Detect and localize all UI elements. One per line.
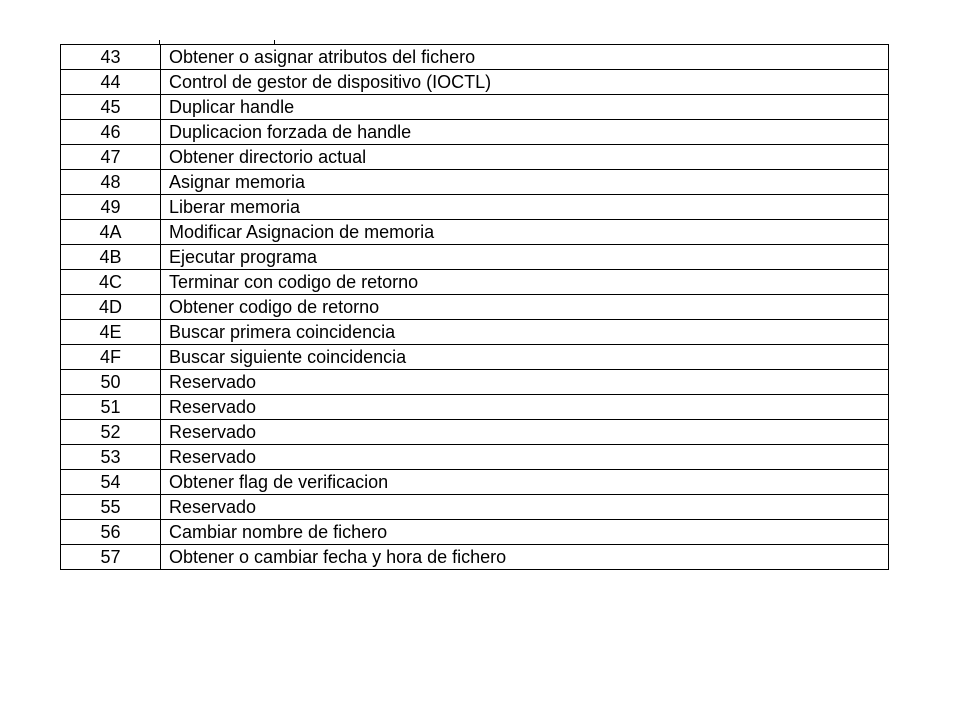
table-row [61,345,889,370]
table-row [61,270,889,295]
table-row [61,495,889,520]
function-code-cell: 56 [61,520,161,545]
function-code-cell: 52 [61,420,161,445]
function-code-cell: 49 [61,195,161,220]
table-row [61,195,889,220]
table-row [61,70,889,95]
table-row [61,370,889,395]
function-code-cell: 44 [61,70,161,95]
table-row [61,395,889,420]
function-description-cell: Obtener o asignar atributos del fichero [161,45,889,70]
table-row [61,445,889,470]
function-description-cell: Duplicacion forzada de handle [161,120,889,145]
function-code-cell: 45 [61,95,161,120]
function-code-cell: 53 [61,445,161,470]
function-code-cell: 50 [61,370,161,395]
function-code-cell: 4A [61,220,161,245]
function-code-cell: 4E [61,320,161,345]
table-row [61,295,889,320]
function-code-cell: 4F [61,345,161,370]
function-code-cell: 4B [61,245,161,270]
function-description-cell: Obtener o cambiar fecha y hora de fichero [161,545,889,570]
table-row [61,120,889,145]
table-row [61,320,889,345]
table-row [61,545,889,570]
function-description-cell: Cambiar nombre de fichero [161,520,889,545]
table-row [61,145,889,170]
function-code-cell: 47 [61,145,161,170]
function-description-cell: Reservado [161,420,889,445]
table-row [61,470,889,495]
function-code-cell: 4C [61,270,161,295]
function-code-cell: 43 [61,45,161,70]
table-row [61,245,889,270]
table-row [61,45,889,70]
function-description-cell: Modificar Asignacion de memoria [161,220,889,245]
function-description-cell: Liberar memoria [161,195,889,220]
function-code-cell: 46 [61,120,161,145]
function-description-cell: Duplicar handle [161,95,889,120]
function-code-cell: 55 [61,495,161,520]
function-code-cell: 51 [61,395,161,420]
function-description-cell: Obtener directorio actual [161,145,889,170]
function-description-cell: Reservado [161,495,889,520]
function-description-cell: Reservado [161,370,889,395]
table-body [61,45,889,570]
function-code-cell: 54 [61,470,161,495]
function-description-cell: Terminar con codigo de retorno [161,270,889,295]
function-code-cell: 48 [61,170,161,195]
function-description-cell: Buscar siguiente coincidencia [161,345,889,370]
function-description-cell: Ejecutar programa [161,245,889,270]
table-row [61,95,889,120]
function-description-cell: Obtener codigo de retorno [161,295,889,320]
function-description-cell: Buscar primera coincidencia [161,320,889,345]
function-description-cell: Control de gestor de dispositivo (IOCTL) [161,70,889,95]
dos-function-table [60,44,889,570]
table-row [61,520,889,545]
function-description-cell: Obtener flag de verificacion [161,470,889,495]
function-description-cell: Reservado [161,395,889,420]
table-row [61,420,889,445]
function-code-cell: 4D [61,295,161,320]
function-code-cell: 57 [61,545,161,570]
function-description-cell: Asignar memoria [161,170,889,195]
table-row [61,220,889,245]
table-row [61,170,889,195]
function-description-cell: Reservado [161,445,889,470]
